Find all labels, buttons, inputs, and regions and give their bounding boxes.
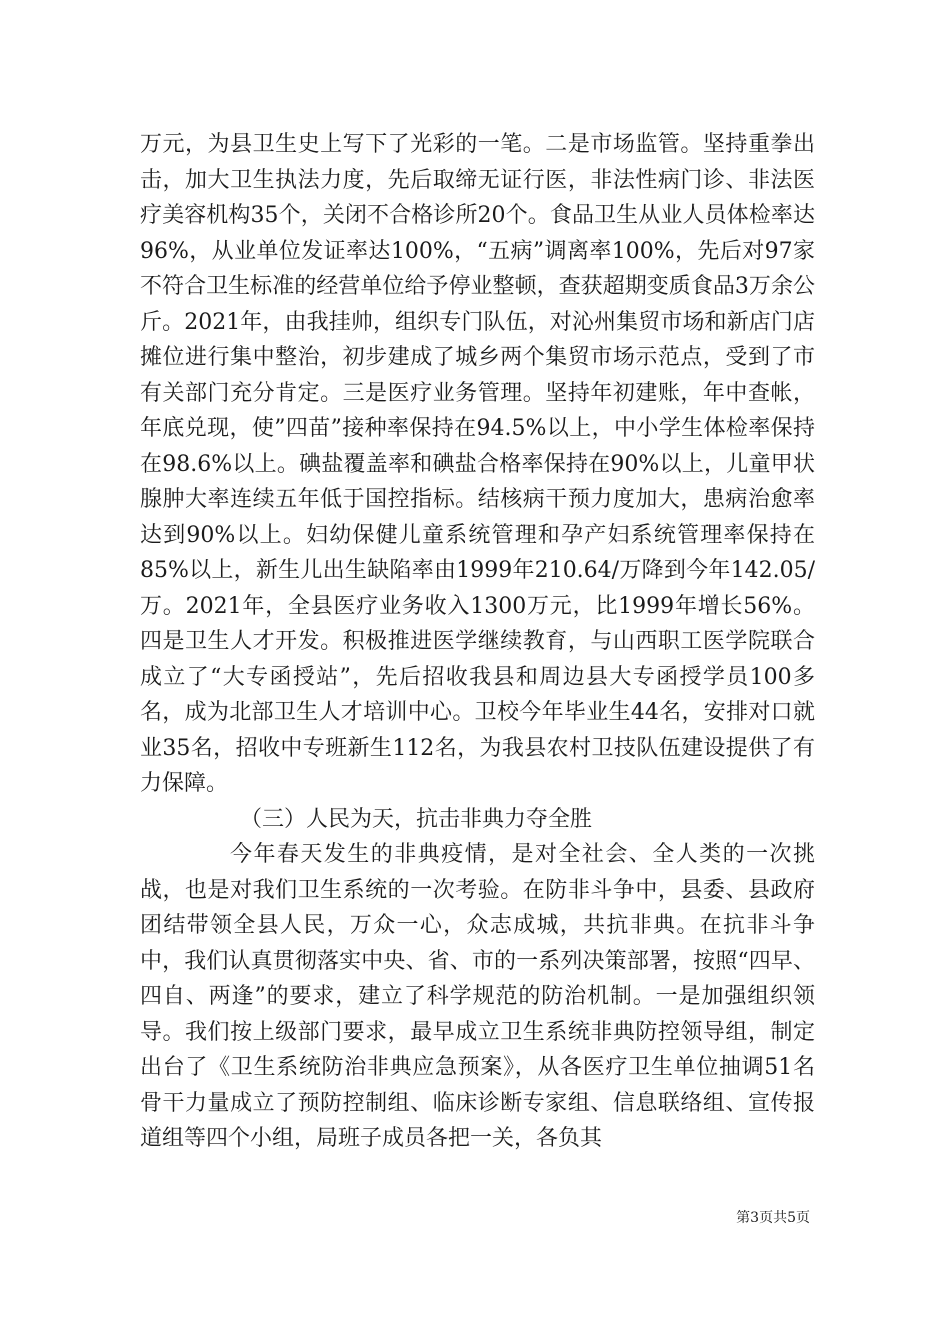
- body-text: [140, 127, 815, 1157]
- page-number-footer: 第3页共5页: [736, 1210, 810, 1226]
- paragraph-market-supervision: 万元，为县卫生史上写下了光彩的一笔。二是市场监管。坚持重拳出击，加大卫生执法力度，先后取缔无证行医，非法性病门诊、非法医疗美容机构35个，关闭不合格诊所20个。食品卫生从业人员体检率达96%，从业单位发证率达100%，“五病”调离率100%，先后对97家不符合卫生标准的经营单位给予停业整顿，查获超期变质食品3万余公斤。2021年，由我挂帅，组织专门队伍，对沁州集贸市场和新店门店摊位进行集中整治，初步建成了城乡两个集贸市场示范点，受到了市有关部门充分肯定。三是医疗业务管理。坚持年初建账，年中查帐，年底兑现，使”四苗”接种率保持在94.5%以上，中小学生体检率保持在98.6%以上。碘盐覆盖率和碘盐合格率保持在90%以上，儿童甲状腺肿大率连续五年低于国控指标。结核病干预力度加大，患病治愈率达到90%以上。妇幼保健儿童系统管理和孕产妇系统管理率保持在85%以上，新生儿出生缺陷率由1999年210.64/万降到今年142.05/万。2021年，全县医疗业务收入1300万元，比1999年增长56%。四是卫生人才开发。积极推进医学继续教育，与山西职工医学院联合成立了“大专函授站”，先后招收我县和周边县大专函授学员100多名，成为北部卫生人才培训中心。卫校今年毕业生44名，安排对口就业35名，招收中专班新生112名，为我县农村卫技队伍建设提供了有力保障。: [140, 132, 815, 796]
- section-heading-sars: （三）人民为天，抗击非典力夺全胜: [240, 806, 593, 832]
- paragraph-sars: 今年春天发生的非典疫情，是对全社会、全人类的一次挑战，也是对我们卫生系统的一次考验。在防非斗争中，县委、县政府团结带领全县人民，万众一心，众志成城，共抗非典。在抗非斗争中，我们认真贯彻落实中央、省、市的一系列决策部署，按照“四早、四自、两逢”的要求，建立了科学规范的防治机制。一是加强组织领导。我们按上级部门要求，最早成立卫生系统非典防控领导组，制定出台了《卫生系统防治非典应急预案》，从各医疗卫生单位抽调51名骨干力量成立了预防控制组、临床诊断专家组、信息联络组、宣传报道组等四个小组，局班子成员各把一关，各负其: [140, 842, 815, 1151]
